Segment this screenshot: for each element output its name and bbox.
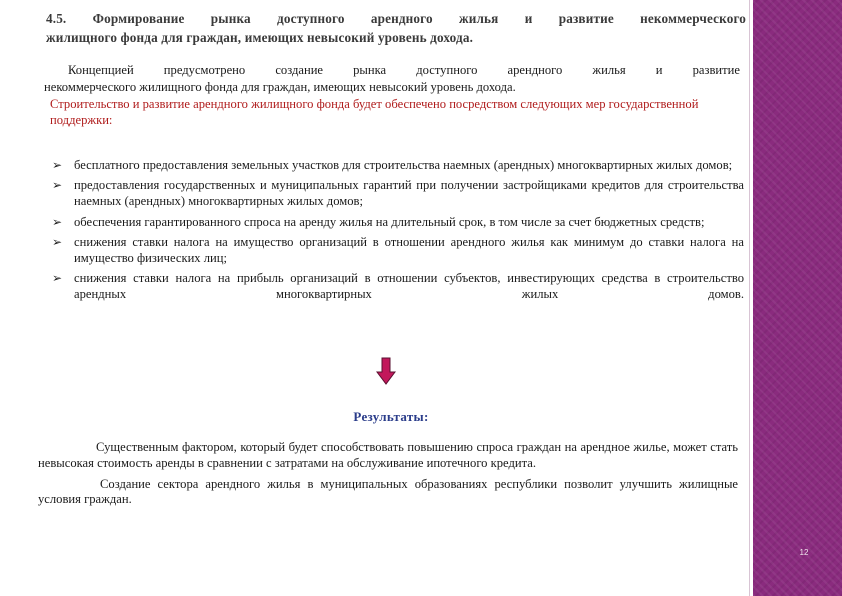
result-paragraph-1: Существенным фактором, который будет способствовать повышению спроса граждан на арендное жилье, может стать невысокая стоимость аренды в сравнении с затратами на обслуживание ипотечного кредита.	[38, 440, 738, 470]
heading-line-2: жилищного фонда для граждан, имеющих невысокий уровень дохода.	[46, 30, 474, 45]
checkmark-arrow-icon: ➢	[52, 234, 63, 249]
list-item-text: снижения ставки налога на прибыль организаций в отношении субъектов, инвестирующих средства в строительство арендных многоквартирных жилых домов.	[74, 271, 744, 302]
list-item	[52, 177, 744, 209]
down-arrow-icon	[376, 357, 396, 385]
list-item-text: предоставления государственных и муниципальных гарантий при получении застройщиками кредитов для строительства наемных (арендных) многоквартирных жилых домов;	[74, 178, 744, 209]
checkmark-arrow-icon: ➢	[52, 214, 63, 229]
checkmark-arrow-icon: ➢	[52, 178, 63, 193]
page-number: 12	[799, 548, 809, 557]
section-heading	[46, 9, 746, 47]
results-heading	[0, 409, 842, 425]
list-item-text: бесплатного предоставления земельных участков для строительства наемных (арендных) многоквартирных жилых домов;	[74, 158, 733, 172]
list-item	[52, 157, 744, 173]
result-paragraph-2: Создание сектора арендного жилья в муниципальных образованиях республики позволит улучшить жилищные условия граждан.	[38, 476, 738, 507]
measures-list	[52, 157, 744, 307]
list-item-text: снижения ставки налога на имущество организаций в отношении арендного жилья как минимум до ставки налога на имущество физических лиц;	[74, 234, 744, 266]
checkmark-arrow-icon: ➢	[52, 271, 63, 286]
heading-line-1: 4.5. Формирование рынка доступного арендного жилья и развитие некоммерческого	[46, 11, 746, 26]
intro-line-2: некоммерческого жилищного фонда для граждан, имеющих невысокий уровень дохода.	[44, 79, 516, 94]
list-item	[52, 214, 744, 230]
results-text	[38, 440, 738, 508]
decorative-sidebar	[753, 0, 842, 596]
intro-line-1: Концепцией предусмотрено создание рынка доступного арендного жилья и развитие	[68, 63, 740, 77]
checkmark-arrow-icon: ➢	[52, 158, 63, 172]
list-item	[52, 234, 744, 266]
list-item-text: обеспечения гарантированного спроса на аренду жилья на длительный срок, в том числе за счет бюджетных средств;	[74, 214, 705, 229]
intro-highlight: Строительство и развитие арендного жилищного фонда будет обеспечено посредством следующих мер государственной поддержки:	[50, 96, 699, 128]
results-label: Результаты:	[353, 409, 429, 424]
list-item	[52, 270, 744, 302]
intro-paragraph	[44, 62, 740, 129]
